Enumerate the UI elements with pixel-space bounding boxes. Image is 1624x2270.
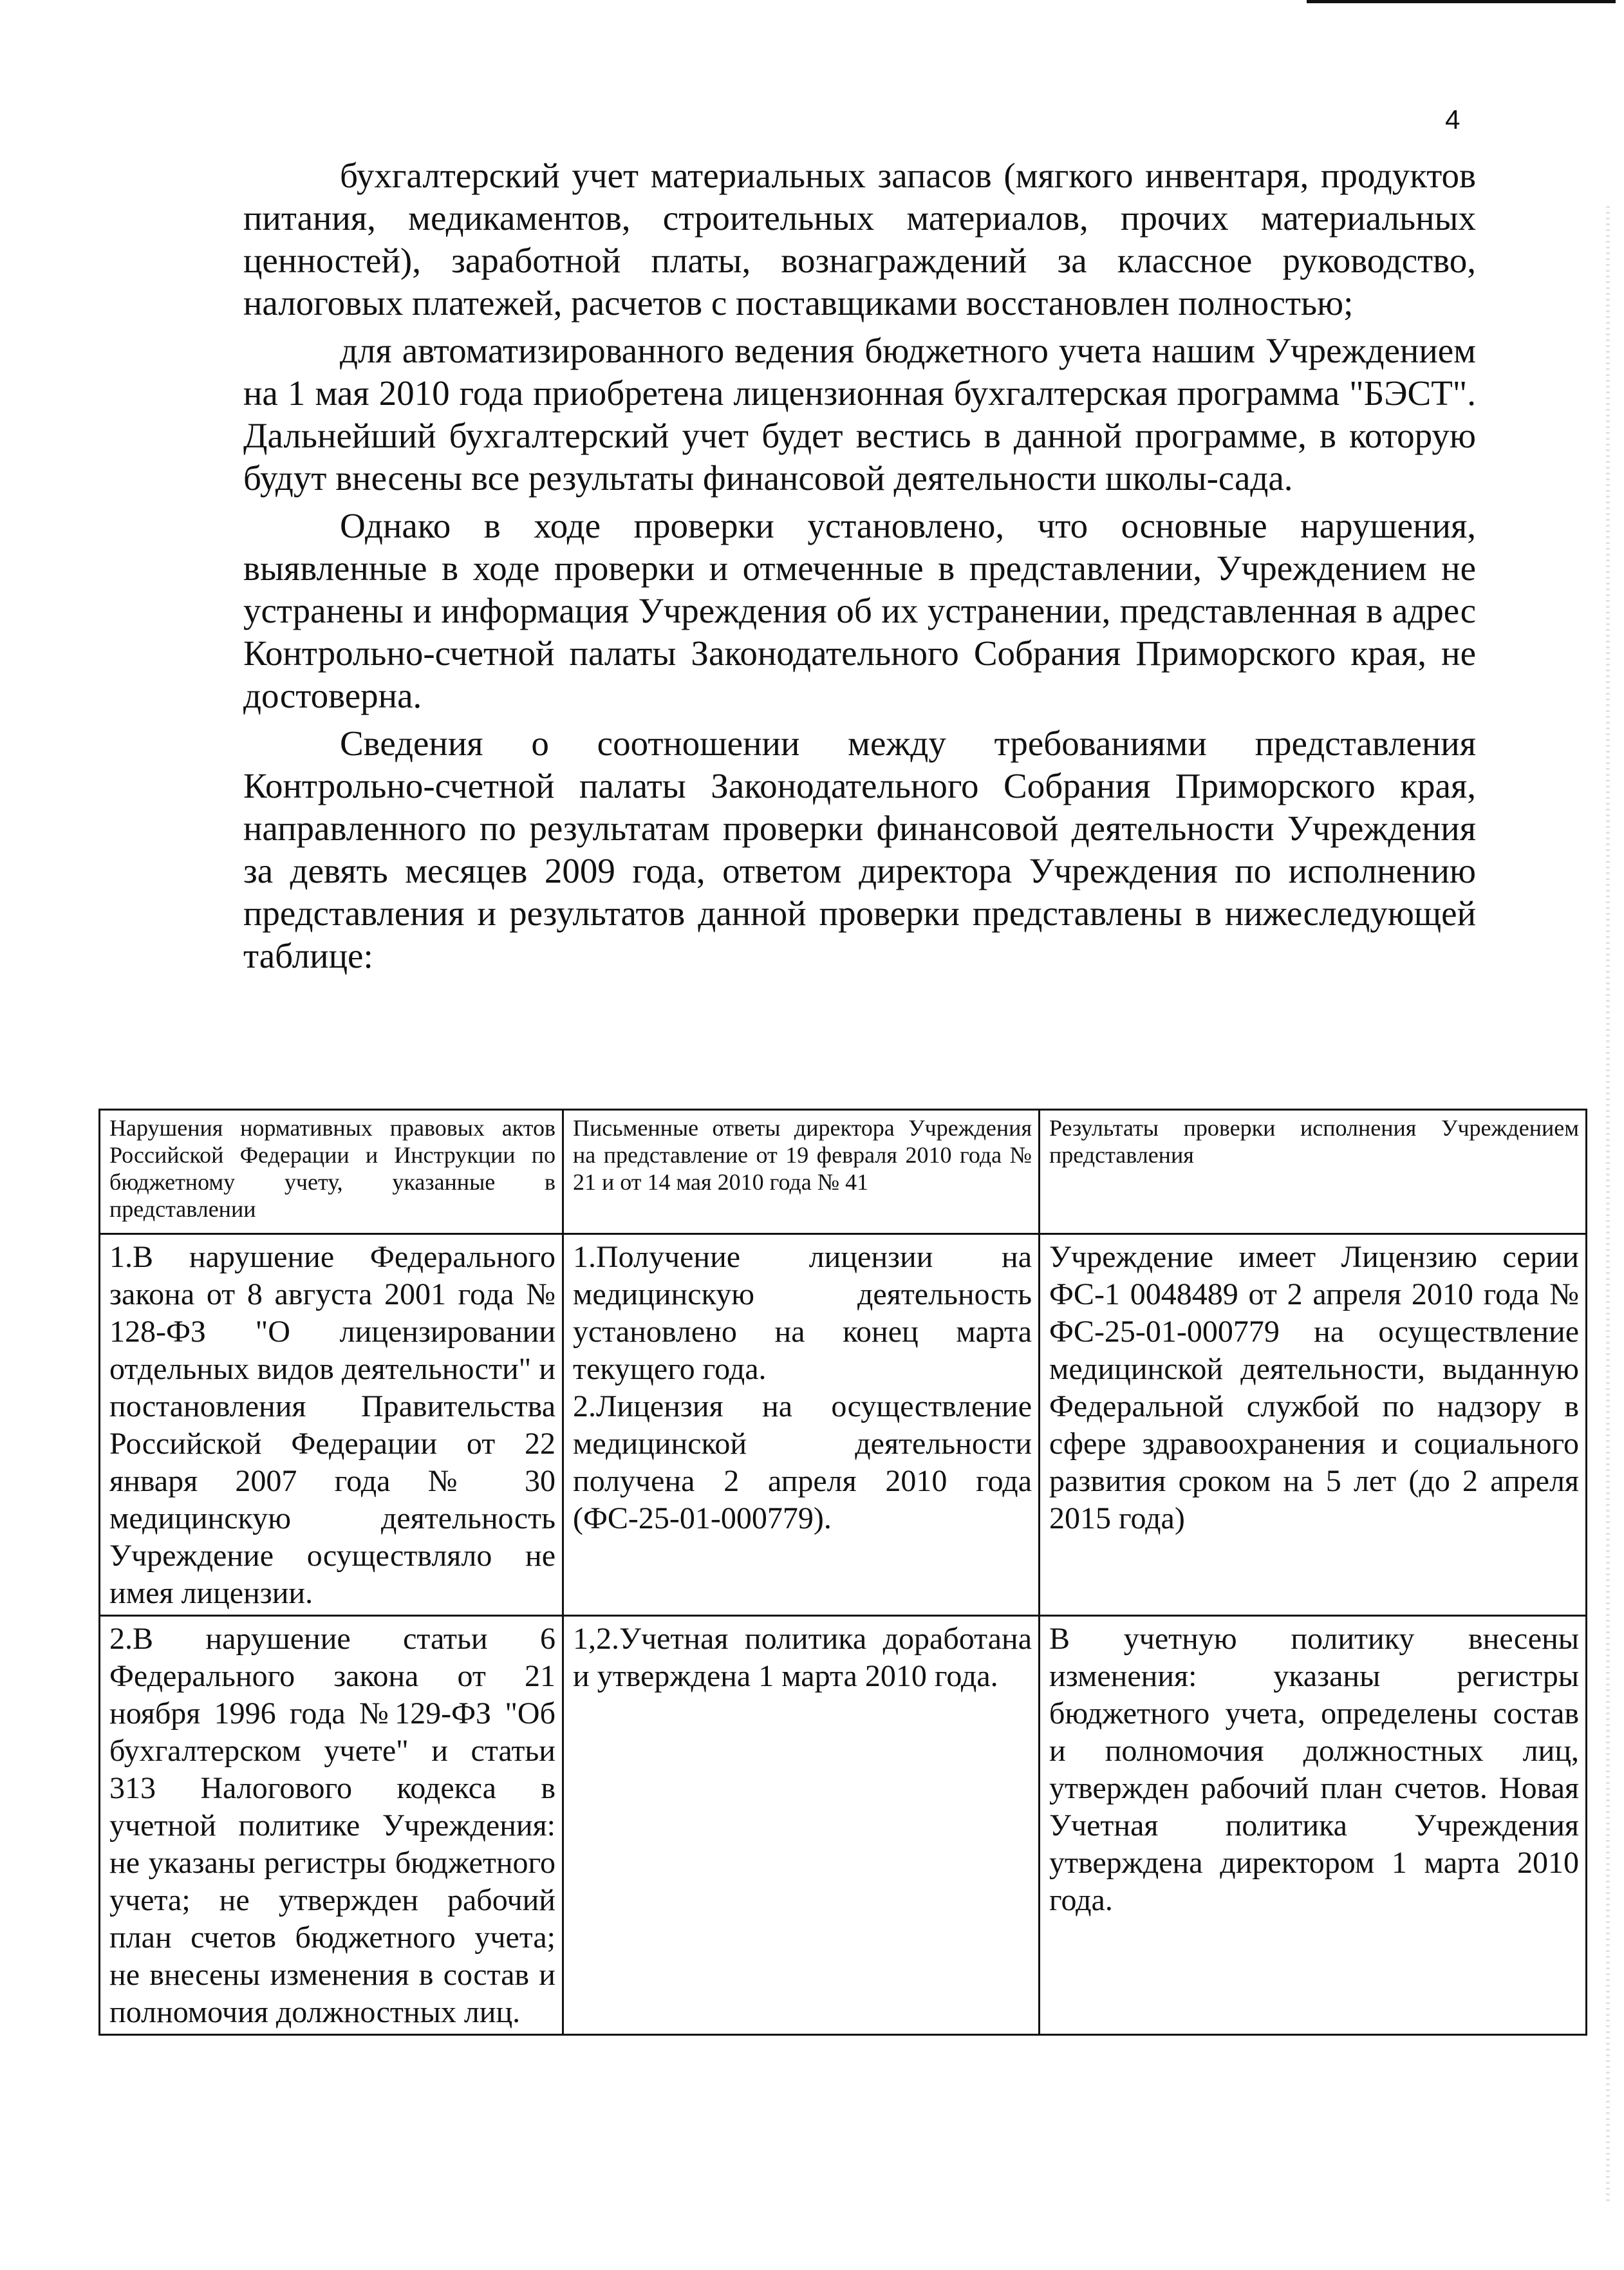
header-check-results: Результаты проверки исполнения Учреждением представления [1040, 1110, 1587, 1234]
cell-violation: 1.В нарушение Федерального закона от 8 августа 2001 года № 128-ФЗ "О лицензировании отдельных видов деятельности" и постановления Правительства Российской Федерации от 22 января 2007 года № 30 медицинскую деятельность Учреждение осуществляло не имея лицензии. [100, 1234, 563, 1616]
response-line: 2.Лицензия на осуществление медицинской деятельности получена 2 апреля 2010 года (ФС-25-01-000779). [573, 1389, 1032, 1535]
header-director-responses: Письменные ответы директора Учреждения на представление от 19 февраля 2010 года № 21 и от 14 мая 2010 года № 41 [563, 1110, 1040, 1234]
scan-noise-strip [1606, 206, 1610, 2202]
table-row [100, 1234, 1587, 1616]
table-row [100, 1616, 1587, 2035]
cell-response [563, 1616, 1040, 2035]
paragraph-accounting-restored: бухгалтерский учет материальных запасов (мягкого инвентаря, продуктов питания, медикаментов, строительных материалов, прочих материальных ценностей), заработной платы, вознаграждений за классное руководство, налоговых платежей, расчетов с поставщиками восстановлен полностью; [243, 156, 1476, 323]
cell-violation: 2.В нарушение статьи 6 Федерального закона от 21 ноября 1996 года №129-ФЗ "Об бухгалтерском учете" и статьи 313 Налогового кодекса в учетной политике Учреждения: не указаны регистры бюджетного учета; не утвержден рабочий план счетов бюджетного учета; не внесены изменения в состав и полномочия должностных лиц. [100, 1616, 563, 2035]
response-line: 1,2.Учетная политика доработана и утверждена 1 марта 2010 года. [573, 1622, 1032, 1693]
paragraph-table-intro: Сведения о соотношении между требованиями представления Контрольно-счетной палаты Законодательного Собрания Приморского края, направленного по результатам проверки финансовой деятельности Учреждения за девять месяцев 2009 года, ответом директора Учреждения по исполнению представления и результатов данной проверки представлены в нижеследующей таблице: [243, 724, 1476, 975]
cell-result: В учетную политику внесены изменения: указаны регистры бюджетного учета, определены состав и полномочия должностных лиц, утвержден рабочий план счетов. Новая Учетная политика Учреждения утверждена директором 1 марта 2010 года. [1040, 1616, 1587, 2035]
top-edge-rule [1307, 0, 1616, 3]
table-header-row [100, 1110, 1587, 1234]
paragraph-violations-not-fixed: Однако в ходе проверки установлено, что основные нарушения, выявленные в ходе проверки и отмеченные в представлении, Учреждением не устранены и информация Учреждения об их устранении, представленная в адрес Контрольно-счетной палаты Законодательного Собрания Приморского края, не достоверна. [243, 506, 1476, 715]
page-number: 4 [1445, 104, 1461, 135]
header-violations: Нарушения нормативных правовых актов Российской Федерации и Инструкции по бюджетному учету, указанные в представлении [100, 1110, 563, 1234]
cell-result: Учреждение имеет Лицензию серии ФС-1 0048489 от 2 апреля 2010 года № ФС-25-01-000779 на осуществление медицинской деятельности, выданную Федеральной службой по надзору в сфере здравоохранения и социального развития сроком на 5 лет (до 2 апреля 2015 года) [1040, 1234, 1587, 1616]
inspection-results-table [98, 1109, 1587, 2036]
cell-response [563, 1234, 1040, 1616]
paragraph-best-program: для автоматизированного ведения бюджетного учета нашим Учреждением на 1 мая 2010 года приобретена лицензионная бухгалтерская программа "БЭСТ". Дальнейший бухгалтерский учет будет вестись в данной программе, в которую будут внесены все результаты финансовой деятельности школы-сада. [243, 331, 1476, 498]
response-line: 1.Получение лицензии на медицинскую деятельность установлено на конец марта текущего года. [573, 1240, 1032, 1386]
document-body [243, 155, 1476, 982]
